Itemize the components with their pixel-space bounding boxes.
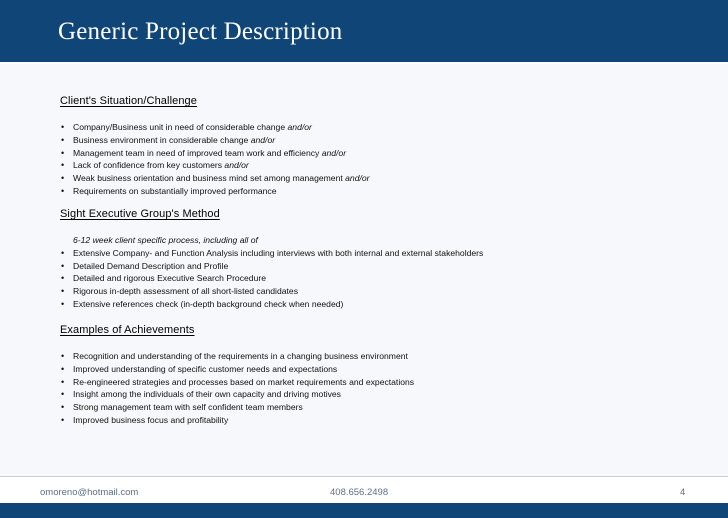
list-item: • Improved business focus and profitability <box>60 414 700 427</box>
list-item: • Recognition and understanding of the requirements in a changing business environment <box>60 350 700 363</box>
section-intro: 6-12 week client specific process, including all of <box>73 235 258 245</box>
footer-phone: 408.656.2498 <box>330 487 389 498</box>
page-number: 4 <box>680 487 686 498</box>
list-item: • Weak business orientation and business mind set among management and/or <box>60 172 700 185</box>
slide-title: Generic Project Description <box>58 18 343 45</box>
list-item: • Improved understanding of specific customer needs and expectations <box>60 363 700 376</box>
section-heading: Client's Situation/Challenge <box>60 95 197 107</box>
list-item: • Business environment in considerable change and/or <box>60 134 700 147</box>
bullet-list <box>60 121 700 198</box>
list-item: • Insight among the individuals of their own capacity and driving motives <box>60 388 700 401</box>
section-achievements <box>60 324 700 427</box>
section-client-situation <box>60 95 700 198</box>
list-item: • Rigorous in-depth assessment of all short-listed candidates <box>60 285 700 298</box>
bullet-list <box>60 350 700 427</box>
list-item: • Strong management team with self confident team members <box>60 401 700 414</box>
list-item: • Requirements on substantially improved performance <box>60 185 700 198</box>
list-item: • Extensive Company- and Function Analysis including interviews with both internal and external stakeholders <box>60 247 700 260</box>
section-method <box>60 208 700 311</box>
section-heading: Examples of Achievements <box>60 324 195 336</box>
list-item: • Detailed Demand Description and Profile <box>60 260 700 273</box>
list-item: • Company/Business unit in need of considerable change and/or <box>60 121 700 134</box>
footer-bar <box>0 503 728 518</box>
footer-divider <box>0 476 728 477</box>
header-bar <box>0 0 728 62</box>
list-item: • Detailed and rigorous Executive Search Procedure <box>60 272 700 285</box>
section-heading: Sight Executive Group's Method <box>60 208 220 220</box>
list-item: • Extensive references check (in-depth background check when needed) <box>60 298 700 311</box>
footer-email: omoreno@hotmail.com <box>40 487 139 498</box>
list-item: • Management team in need of improved team work and efficiency and/or <box>60 147 700 160</box>
list-item: • Lack of confidence from key customers and/or <box>60 159 700 172</box>
bullet-list <box>60 247 700 311</box>
list-item: • Re-engineered strategies and processes based on market requirements and expectations <box>60 376 700 389</box>
